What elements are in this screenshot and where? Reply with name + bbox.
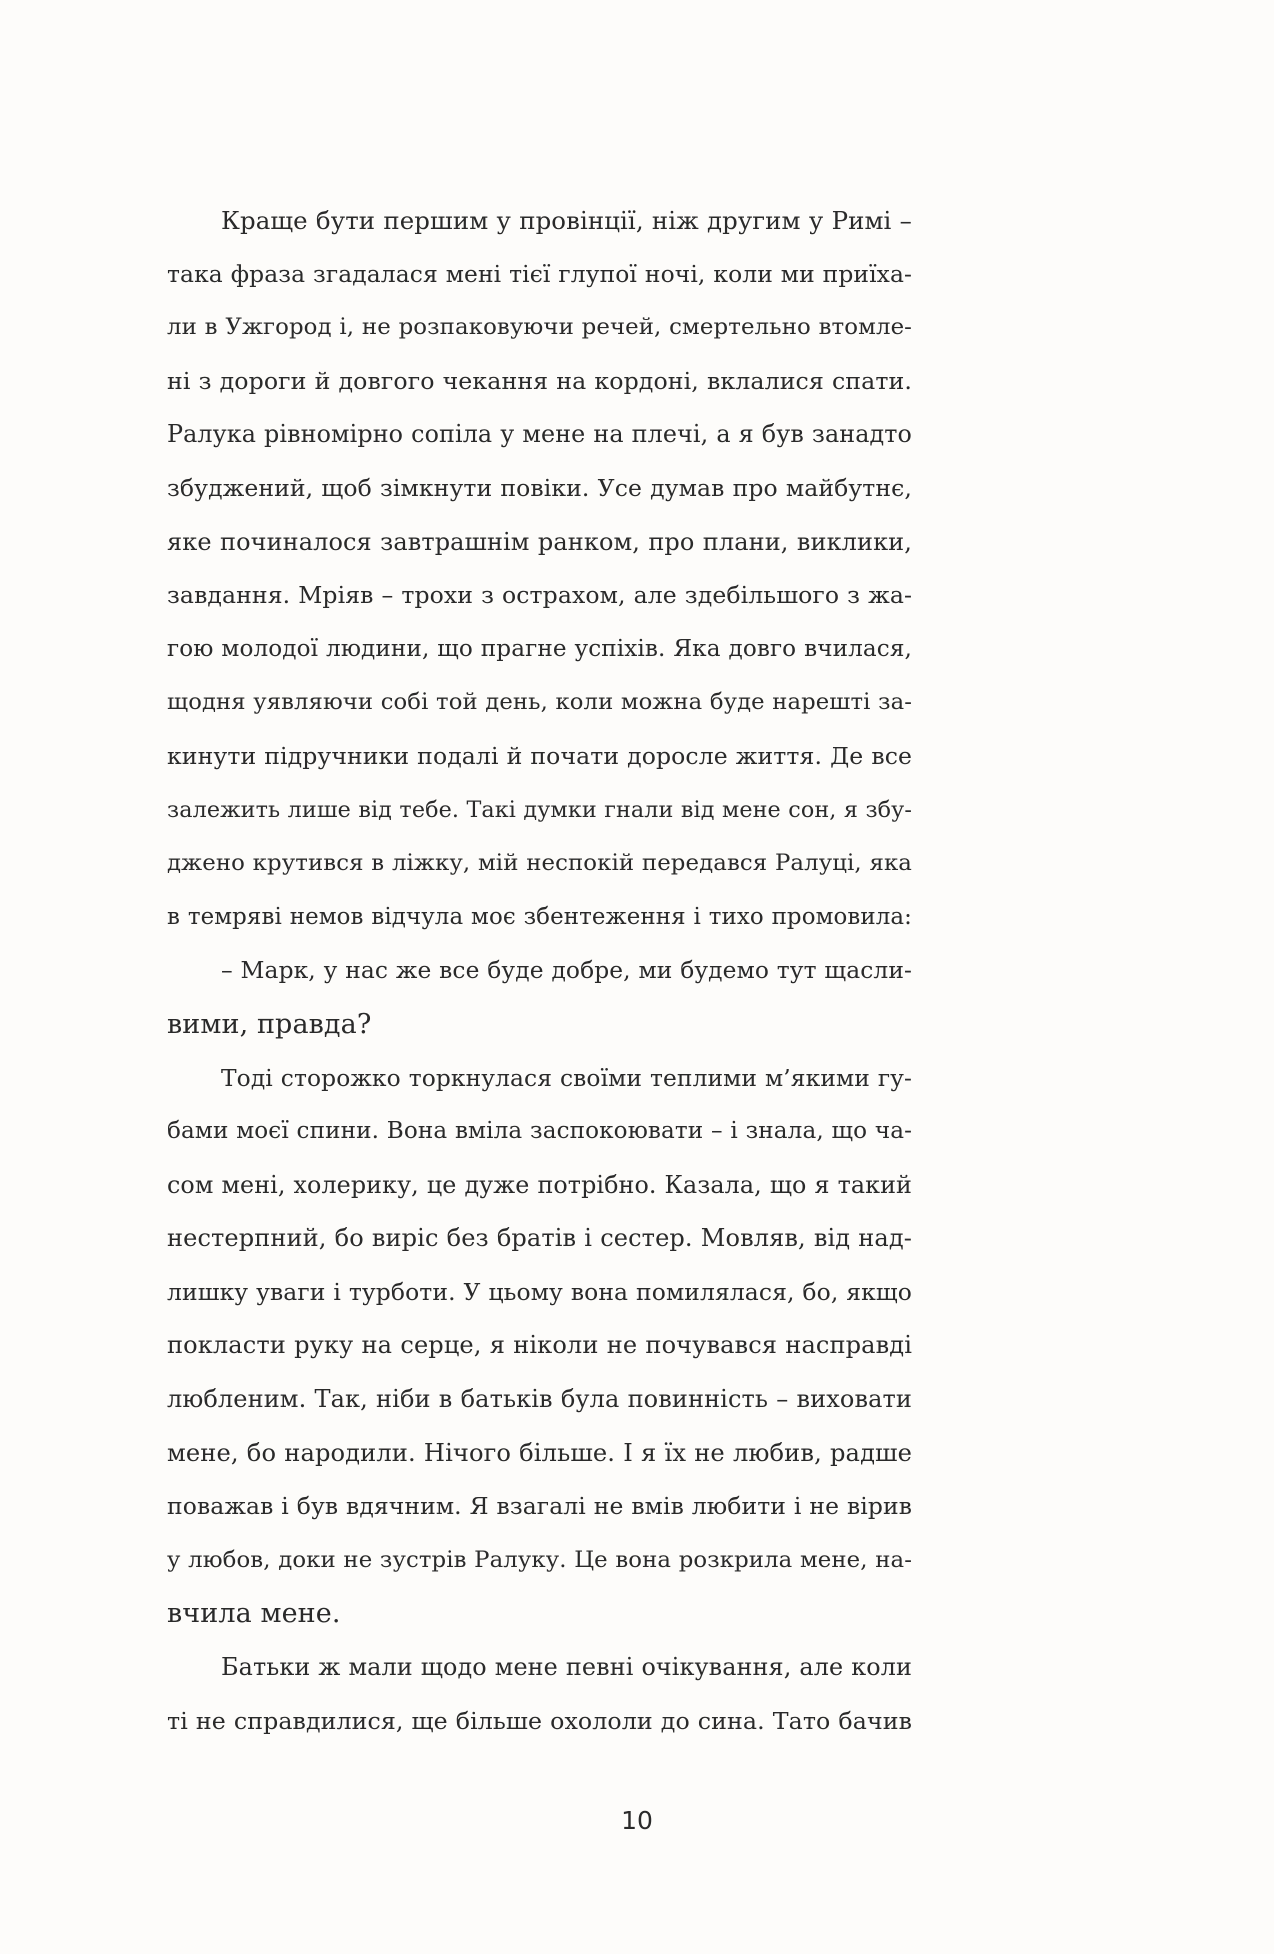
paragraph-1 — [167, 194, 912, 944]
paragraph-2-dialogue — [167, 944, 912, 1051]
text-line: ні з дороги й довгого чекання на кордоні, вклалися спати. — [167, 366, 912, 395]
page-number: 10 — [621, 1806, 653, 1835]
paragraph-3 — [167, 1052, 912, 1642]
text-line: вчила мене. — [167, 1598, 341, 1630]
text-line: гою молодої людини, що прагне успіхів. Яка довго вчилася, — [167, 635, 912, 662]
text-line: ті не справдилися, ще більше охололи до сина. Тато бачив — [167, 1706, 912, 1735]
text-line: Тоді сторожко торкнулася своїми теплими м’якими гу- — [221, 1063, 912, 1092]
text-line: покласти руку на серце, я ніколи не почувався насправді — [167, 1331, 912, 1360]
text-line: нестерпний, бо виріс без братів і сестер. Мовляв, від над- — [167, 1224, 912, 1253]
paragraph-4 — [167, 1641, 912, 1748]
text-line: така фраза згадалася мені тієї глупої ночі, коли ми приїха- — [167, 259, 912, 288]
text-line: лишку уваги і турботи. У цьому вона помилялася, бо, якщо — [167, 1277, 912, 1306]
text-line: Батьки ж мали щодо мене певні очікування, але коли — [221, 1653, 912, 1682]
text-line: у любов, доки не зустрів Ралуку. Це вона розкрила мене, на- — [167, 1546, 912, 1573]
text-line: Краще бути першим у провінції, ніж другим у Римі – — [221, 206, 912, 235]
text-line: збуджений, щоб зімкнути повіки. Усе думав про майбутнє, — [167, 473, 912, 502]
text-line: мене, бо народили. Нічого більше. І я їх не любив, радше — [167, 1438, 912, 1467]
text-line: завдання. Мріяв – трохи з острахом, але здебільшого з жа- — [167, 581, 912, 610]
text-line: любленим. Так, ніби в батьків була повинність – виховати — [167, 1385, 912, 1414]
text-line: в темряві немов відчула моє збентеження і тихо промовила: — [167, 903, 912, 930]
text-line: Ралука рівномірно сопіла у мене на плечі, а я був занадто — [167, 420, 912, 449]
body-text — [167, 194, 912, 1748]
text-line: джено крутився в ліжку, мій неспокій передався Ралуці, яка — [167, 850, 912, 877]
text-line: вими, правда? — [167, 1008, 372, 1040]
text-line: залежить лише від тебе. Такі думки гнали від мене сон, я збу- — [167, 796, 912, 823]
text-line: бами моєї спини. Вона вміла заспокоювати – і знала, що ча- — [167, 1118, 912, 1145]
text-line: щодня уявляючи собі той день, коли можна буде нарешті за- — [167, 689, 912, 716]
text-line: яке починалося завтрашнім ранком, про плани, виклики, — [167, 527, 912, 556]
text-line: – Марк, у нас же все буде добре, ми будемо тут щасли- — [221, 956, 912, 985]
text-line: сом мені, холерику, це дуже потрібно. Казала, що я такий — [167, 1170, 912, 1199]
text-line: ли в Ужгород і, не розпаковуючи речей, смертельно втомле- — [167, 314, 912, 341]
text-line: поважав і був вдячним. Я взагалі не вмів любити і не вірив — [167, 1492, 912, 1521]
text-line: кинути підручники подалі й почати доросле життя. Де все — [167, 741, 912, 770]
